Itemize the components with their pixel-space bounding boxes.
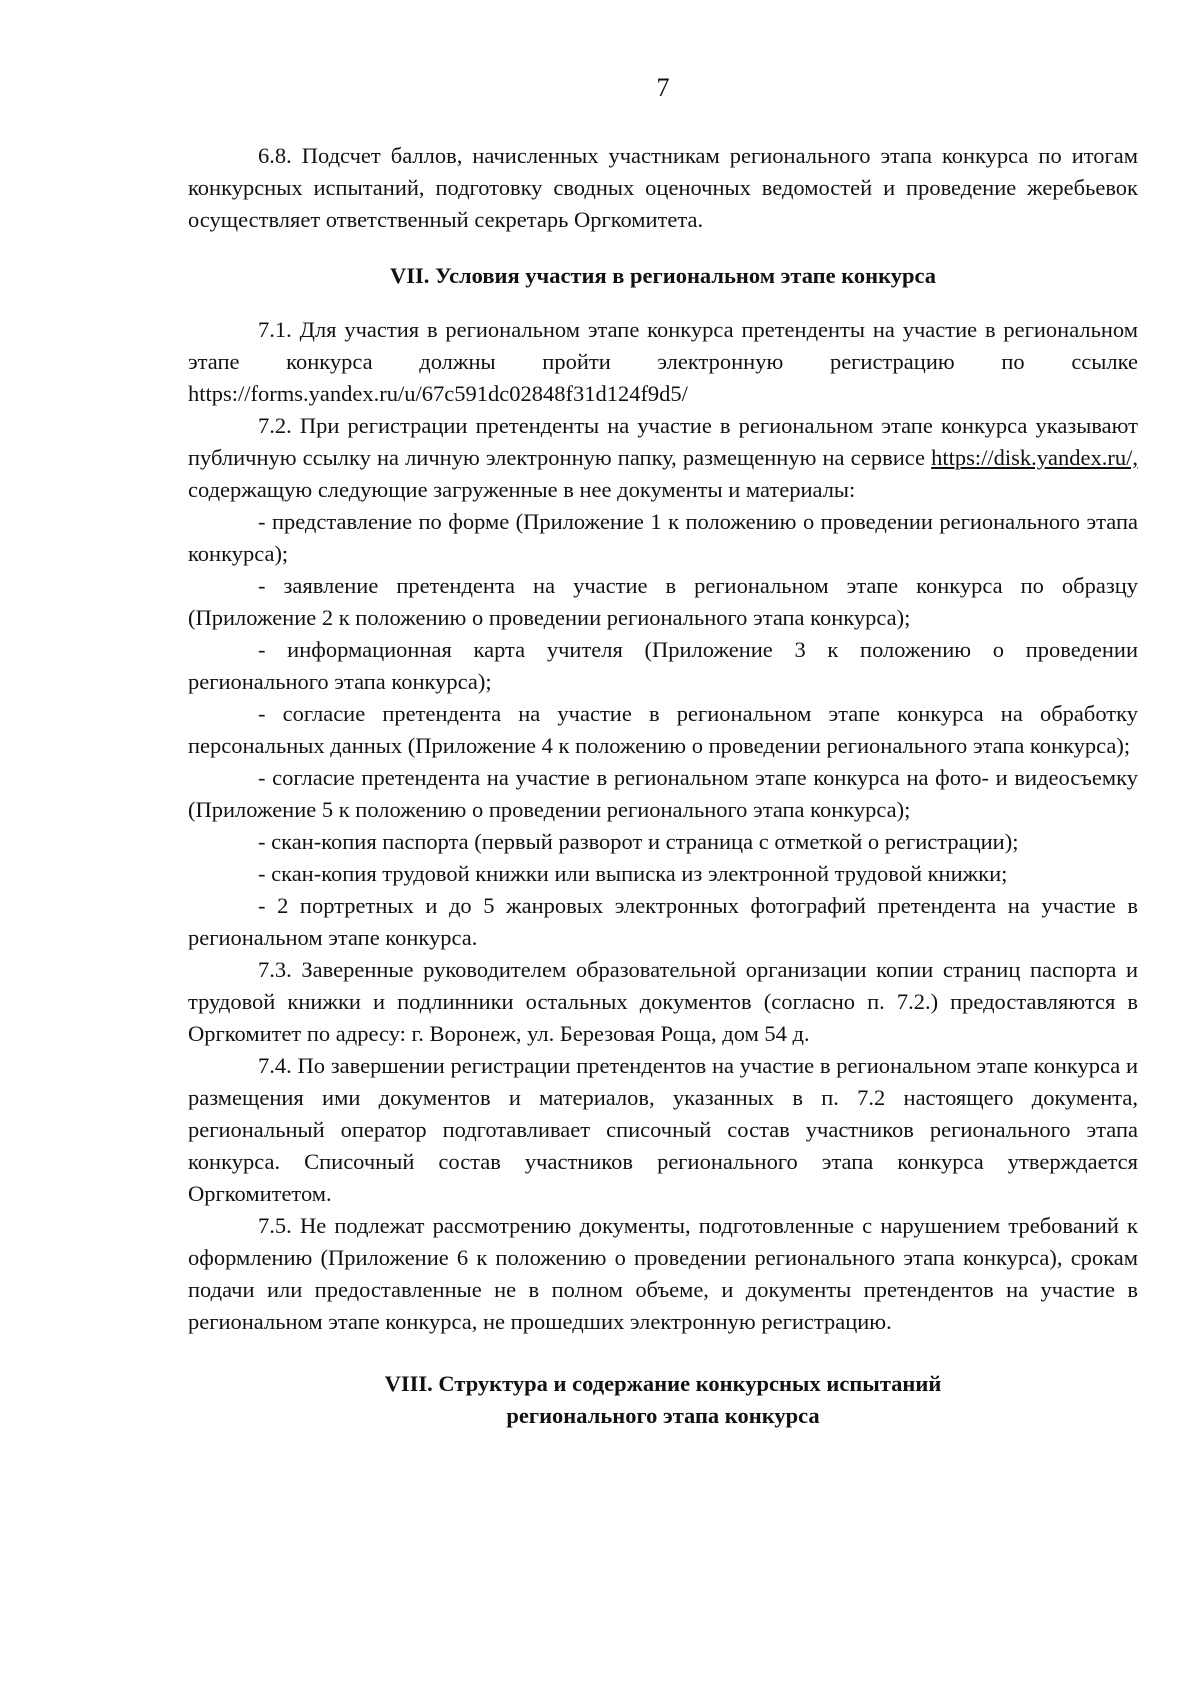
paragraph-7-1: 7.1. Для участия в региональном этапе конкурса претенденты на участие в региональном этапе конкурса должны пройти электронную регистрацию по ссылке https://forms.yandex.ru/u/67c591dc02848f31d124f9d5/ — [188, 317, 1138, 406]
paragraph-7-4: 7.4. По завершении регистрации претендентов на участие в региональном этапе конкурса и размещения ими документов и материалов, указанных в п. 7.2 настоящего документа, региональный оператор подготавливает списочный состав участников регионального этапа конкурса. Списочный состав участников регионального этапа конкурса утверждается Оргкомитетом. — [188, 1053, 1138, 1206]
paragraph-6-8: 6.8. Подсчет баллов, начисленных участникам регионального этапа конкурса по итогам конкурсных испытаний, подготовку сводных оценочных ведомостей и проведение жеребьевок осуществляет ответственный секретарь Оргкомитета. — [188, 143, 1138, 232]
list-item-photos: - 2 портретных и до 5 жанровых электронных фотографий претендента на участие в региональном этапе конкурса. — [188, 893, 1138, 950]
list-item-representation: - представление по форме (Приложение 1 к положению о проведении регионального этапа конкурса); — [188, 509, 1138, 566]
paragraph-7-2-text-end: содержащую следующие загруженные в нее документы и материалы: — [188, 477, 856, 502]
list-item-application: - заявление претендента на участие в региональном этапе конкурса по образцу (Приложение 2 к положению о проведении регионального этапа конкурса); — [188, 573, 1138, 630]
document-body — [188, 140, 1138, 1432]
paragraph-7-2-text-start: 7.2. При регистрации претенденты на участие в региональном этапе конкурса указывают публичную ссылку на личную электронную папку, размещенную на сервисе — [188, 413, 1138, 470]
section-8-heading-line-2: регионального этапа конкурса — [506, 1403, 820, 1428]
list-item-passport-scan: - скан-копия паспорта (первый разворот и страница с отметкой о регистрации); — [258, 829, 1019, 854]
disk-yandex-link[interactable]: https://disk.yandex.ru/, — [931, 445, 1138, 470]
section-8-heading-line-1: VIII. Структура и содержание конкурсных испытаний — [384, 1371, 942, 1396]
list-item-info-card: - информационная карта учителя (Приложение 3 к положению о проведении регионального этапа конкурса); — [188, 637, 1138, 694]
paragraph-7-5: 7.5. Не подлежат рассмотрению документы, подготовленные с нарушением требований к оформлению (Приложение 6 к положению о проведении регионального этапа конкурса), срокам подачи или предоставленные не в полном объеме, и документы претендентов на участие в региональном этапе конкурса, не прошедших электронную регистрацию. — [188, 1213, 1138, 1334]
section-7-heading: VII. Условия участия в региональном этапе конкурса — [389, 263, 937, 288]
list-item-workbook-scan: - скан-копия трудовой книжки или выписка из электронной трудовой книжки; — [258, 861, 1008, 886]
paragraph-7-3: 7.3. Заверенные руководителем образовательной организации копии страниц паспорта и трудовой книжки и подлинники остальных документов (согласно п. 7.2.) предоставляются в Оргкомитет по адресу: г. Воронеж, ул. Березовая Роща, дом 54 д. — [188, 957, 1138, 1046]
page-number: 7 — [656, 73, 670, 102]
list-item-data-consent: - согласие претендента на участие в региональном этапе конкурса на обработку персональных данных (Приложение 4 к положению о проведении регионального этапа конкурса); — [188, 701, 1138, 758]
paragraph-7-2 — [188, 410, 1138, 506]
list-item-photo-consent: - согласие претендента на участие в региональном этапе конкурса на фото- и видеосъемку (Приложение 5 к положению о проведении регионального этапа конкурса); — [188, 765, 1138, 822]
section-8-heading — [188, 1368, 1138, 1432]
